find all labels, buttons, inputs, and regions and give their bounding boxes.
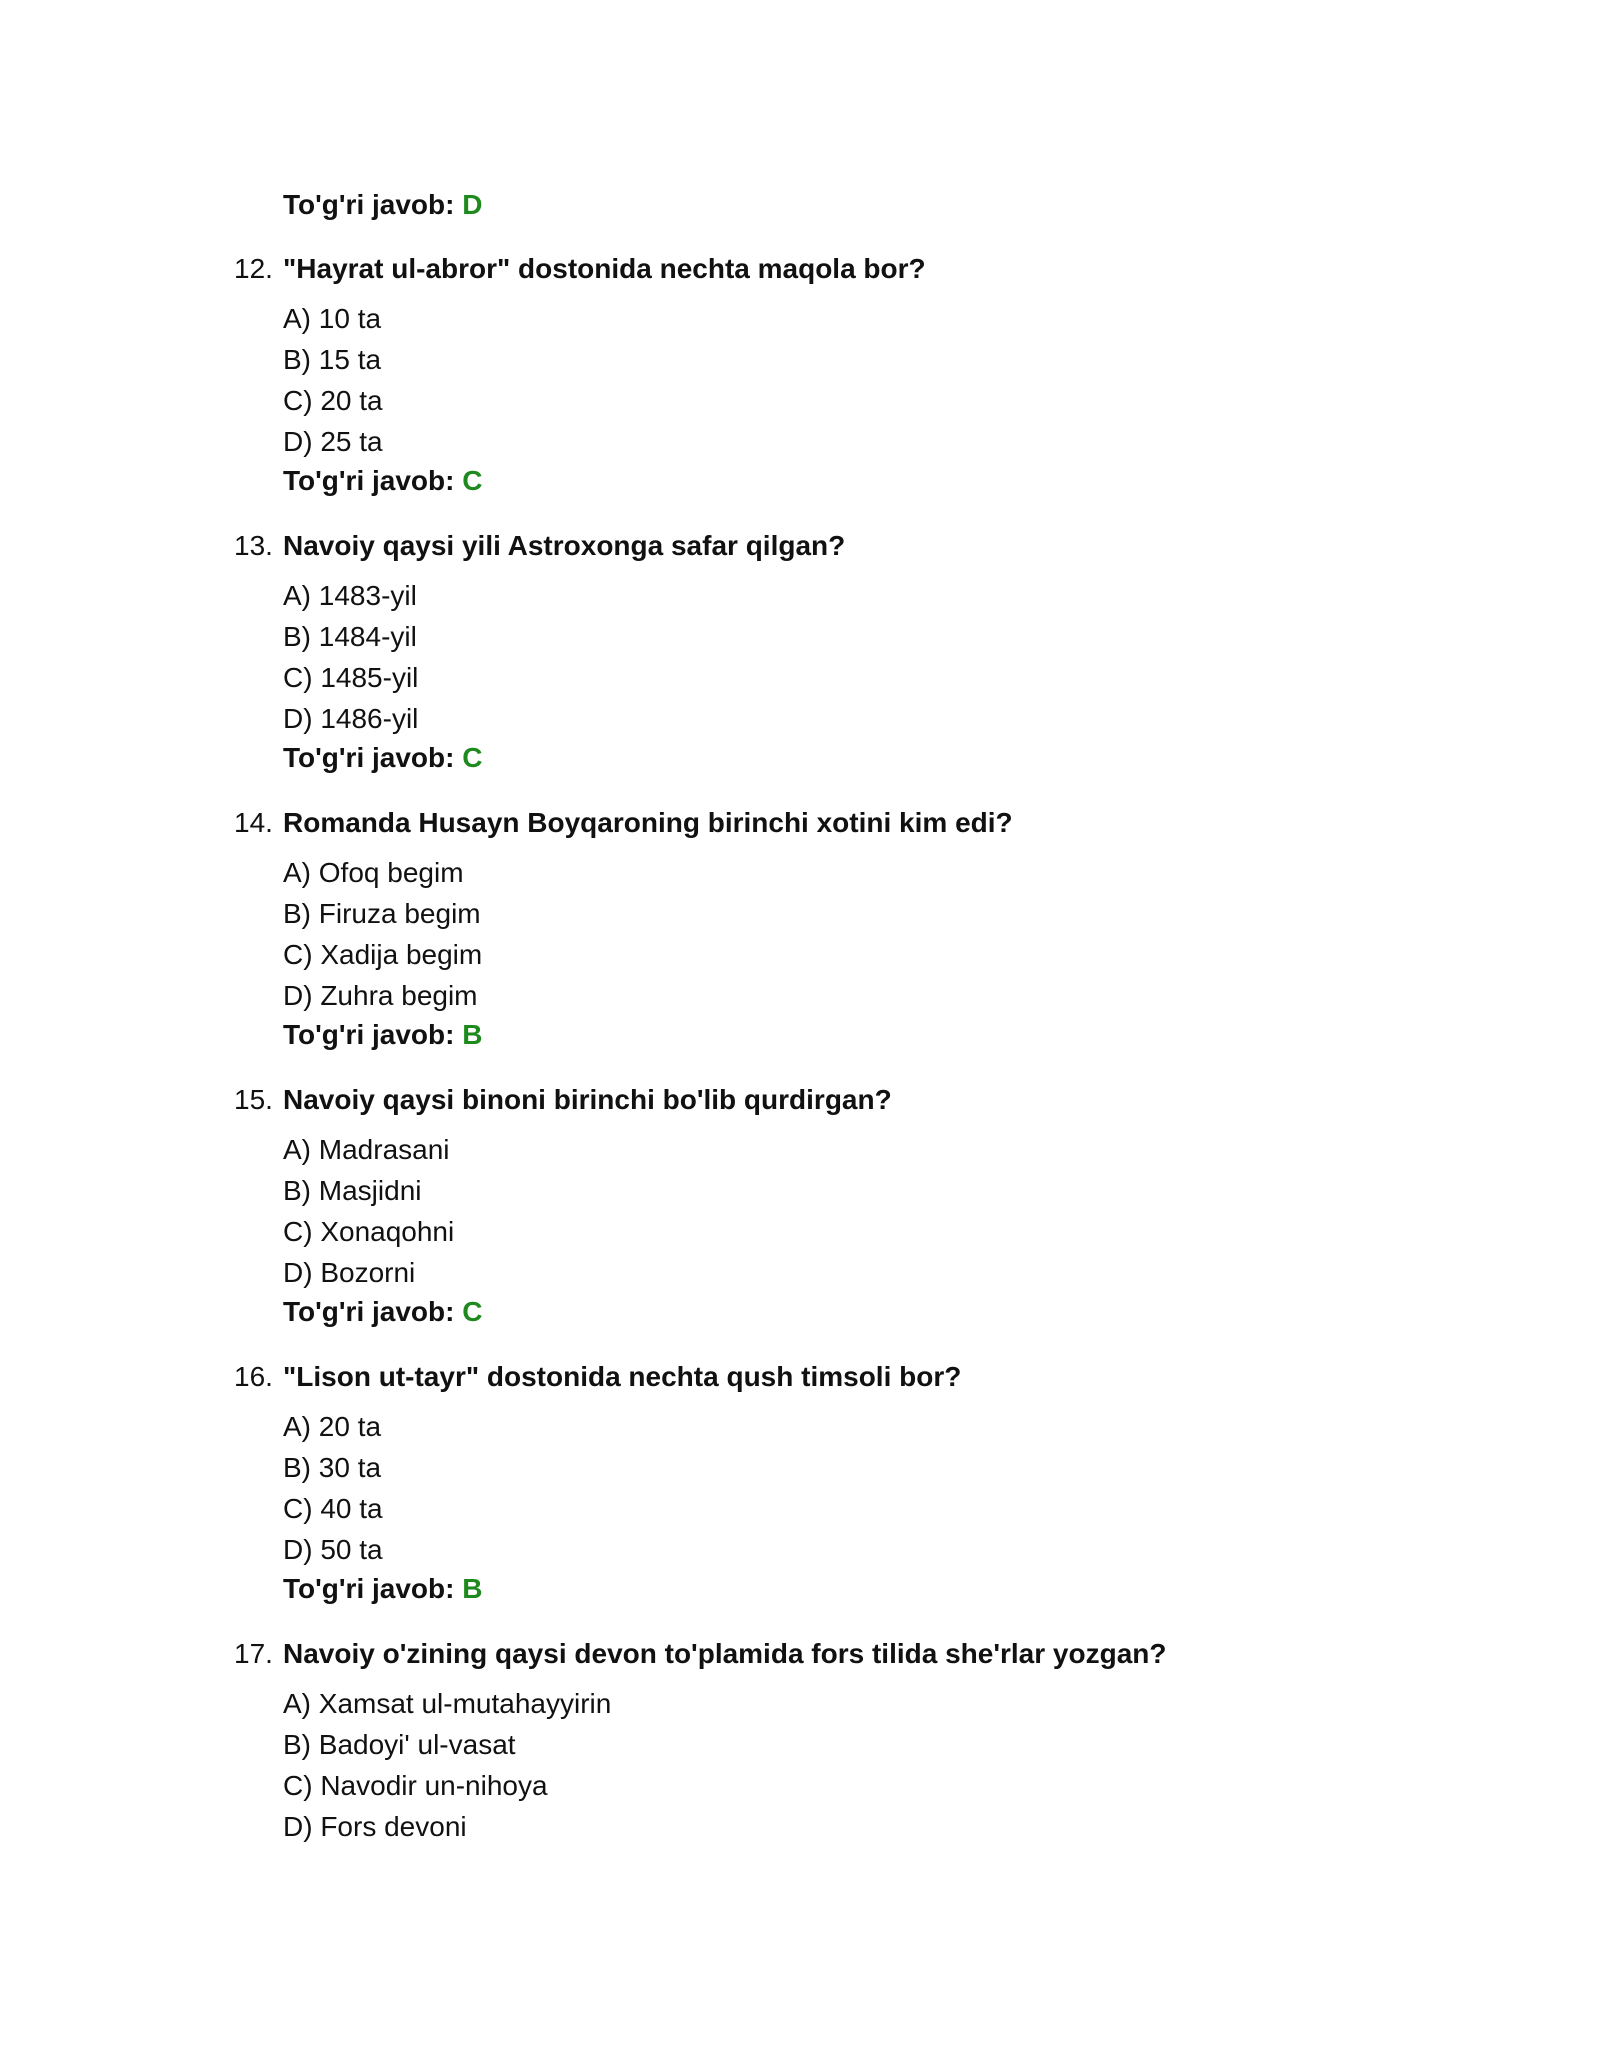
answer-label: To'g'ri javob: xyxy=(283,189,455,220)
option-b: B) Firuza begim xyxy=(283,898,481,929)
option-list xyxy=(283,1129,1484,1293)
option-c: C) Xonaqohni xyxy=(283,1216,455,1247)
question-block-14 xyxy=(234,806,1484,1052)
question-block-12 xyxy=(234,252,1484,498)
option-a: A) 10 ta xyxy=(283,303,382,334)
option-d: D) Fors devoni xyxy=(283,1811,467,1842)
option-a: A) Ofoq begim xyxy=(283,857,464,888)
question-line xyxy=(234,529,1484,563)
answer-line xyxy=(283,1018,1484,1052)
question-number: 13. xyxy=(234,530,273,561)
question-text: Romanda Husayn Boyqaroning birinchi xotini kim edi? xyxy=(283,807,1013,838)
question-text: Navoiy o'zining qaysi devon to'plamida fors tilida she'rlar yozgan? xyxy=(283,1638,1167,1669)
question-line xyxy=(234,1360,1484,1394)
question-block-15 xyxy=(234,1083,1484,1329)
option-b: B) 15 ta xyxy=(283,344,382,375)
option-d: D) Zuhra begim xyxy=(283,980,478,1011)
option-list xyxy=(283,1406,1484,1570)
question-line xyxy=(234,252,1484,286)
question-line xyxy=(234,1637,1484,1671)
option-list xyxy=(283,852,1484,1016)
option-d: D) 1486-yil xyxy=(283,703,419,734)
answer-line-11 xyxy=(283,188,482,222)
answer-line xyxy=(283,1295,1484,1329)
option-c: C) Navodir un-nihoya xyxy=(283,1770,548,1801)
question-number: 14. xyxy=(234,807,273,838)
option-c: C) 20 ta xyxy=(283,385,383,416)
option-list xyxy=(283,1683,1484,1847)
option-b: B) Badoyi' ul-vasat xyxy=(283,1729,516,1760)
answer-line xyxy=(283,741,1484,775)
answer-letter: B xyxy=(462,1019,483,1050)
option-b: B) 30 ta xyxy=(283,1452,382,1483)
option-d: D) 50 ta xyxy=(283,1534,383,1565)
question-text: "Hayrat ul-abror" dostonida nechta maqola bor? xyxy=(283,253,926,284)
answer-label: To'g'ri javob: xyxy=(283,742,455,773)
question-number: 17. xyxy=(234,1638,273,1669)
answer-letter: B xyxy=(462,1573,483,1604)
option-list xyxy=(283,575,1484,739)
option-b: B) 1484-yil xyxy=(283,621,417,652)
option-list xyxy=(283,298,1484,462)
answer-letter: C xyxy=(462,1296,483,1327)
answer-letter: D xyxy=(462,189,483,220)
option-c: C) 40 ta xyxy=(283,1493,383,1524)
question-line xyxy=(234,806,1484,840)
question-text: "Lison ut-tayr" dostonida nechta qush timsoli bor? xyxy=(283,1361,962,1392)
answer-label: To'g'ri javob: xyxy=(283,1573,455,1604)
option-a: A) 1483-yil xyxy=(283,580,417,611)
option-c: C) 1485-yil xyxy=(283,662,419,693)
option-b: B) Masjidni xyxy=(283,1175,422,1206)
question-number: 16. xyxy=(234,1361,273,1392)
answer-label: To'g'ri javob: xyxy=(283,1019,455,1050)
option-a: A) Madrasani xyxy=(283,1134,450,1165)
option-c: C) Xadija begim xyxy=(283,939,483,970)
option-d: D) Bozorni xyxy=(283,1257,416,1288)
answer-letter: C xyxy=(462,742,483,773)
question-text: Navoiy qaysi binoni birinchi bo'lib qurdirgan? xyxy=(283,1084,892,1115)
answer-label: To'g'ri javob: xyxy=(283,1296,455,1327)
option-a: A) 20 ta xyxy=(283,1411,382,1442)
answer-line xyxy=(283,1572,1484,1606)
question-block-13 xyxy=(234,529,1484,775)
question-number: 12. xyxy=(234,253,273,284)
question-block-17 xyxy=(234,1637,1484,1847)
question-block-16 xyxy=(234,1360,1484,1606)
question-number: 15. xyxy=(234,1084,273,1115)
option-a: A) Xamsat ul-mutahayyirin xyxy=(283,1688,612,1719)
question-text: Navoiy qaysi yili Astroxonga safar qilgan? xyxy=(283,530,846,561)
answer-label: To'g'ri javob: xyxy=(283,465,455,496)
answer-letter: C xyxy=(462,465,483,496)
question-line xyxy=(234,1083,1484,1117)
answer-line xyxy=(283,464,1484,498)
option-d: D) 25 ta xyxy=(283,426,383,457)
